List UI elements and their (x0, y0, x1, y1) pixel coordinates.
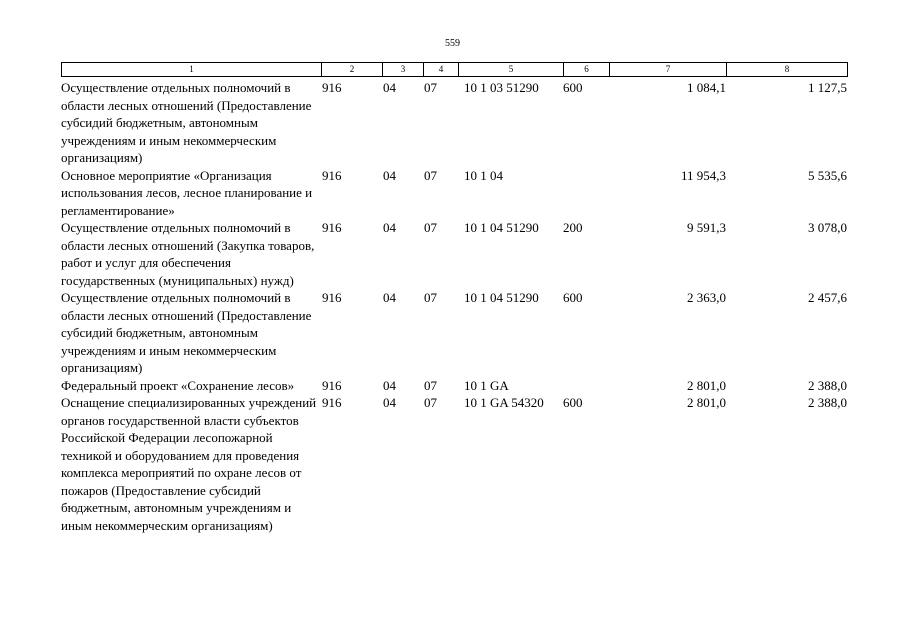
row-name: Оснащение специализированных учреждений органов государственной власти субъектов Российской Федерации лесопожарной техникой и оборудованием для проведения комплекса мероприятий по охране лесов от пожаров (Предоставление субсидий бюджетным, автономным учреждениям и иным некоммерческим организациям) (61, 395, 317, 533)
row-value1: 9 591,3 (687, 220, 726, 235)
row-target: 10 1 04 51290 (464, 220, 539, 235)
row-target: 10 1 03 51290 (464, 80, 539, 95)
row-value2: 5 535,6 (808, 167, 847, 183)
row-name: Федеральный проект «Сохранение лесов» (61, 377, 295, 393)
table-row (61, 219, 847, 289)
row-kind: 600 (563, 290, 583, 305)
row-subsection: 07 (424, 290, 437, 305)
table-row (61, 394, 847, 534)
table-row (61, 377, 847, 395)
row-name: Основное мероприятие «Организация использования лесов, лесное планирование и регламентирование» (61, 167, 313, 218)
row-value2: 2 388,0 (808, 377, 847, 393)
row-name: Осуществление отдельных полномочий в области лесных отношений (Закупка товаров, работ и услуг для обеспечения государственных (муниципальных) нужд) (61, 220, 315, 288)
row-subsection: 07 (424, 220, 437, 235)
header-col-2: 2 (322, 63, 383, 77)
row-ministry: 916 (322, 220, 342, 235)
row-kind (563, 377, 609, 395)
header-col-7: 7 (610, 63, 727, 77)
header-col-3: 3 (383, 63, 424, 77)
row-value1: 1 084,1 (687, 80, 726, 95)
row-kind: 600 (563, 80, 583, 95)
row-value2: 3 078,0 (808, 220, 847, 235)
header-col-4: 4 (424, 63, 459, 77)
row-kind: 600 (563, 395, 583, 410)
row-target: 10 1 04 (464, 167, 503, 183)
table-row (61, 167, 847, 220)
row-section: 04 (383, 395, 396, 410)
table-row (61, 289, 847, 377)
row-target: 10 1 GA 54320 (464, 395, 544, 410)
row-value1: 11 954,3 (680, 167, 726, 183)
row-kind (563, 167, 609, 220)
row-ministry: 916 (322, 377, 342, 393)
row-ministry: 916 (322, 167, 342, 183)
row-section: 04 (383, 290, 396, 305)
row-subsection: 07 (424, 377, 437, 393)
page-number: 559 (445, 38, 460, 49)
row-value2: 1 127,5 (808, 80, 847, 95)
row-value2: 2 388,0 (808, 395, 847, 410)
row-section: 04 (383, 220, 396, 235)
row-ministry: 916 (322, 290, 342, 305)
row-subsection: 07 (424, 167, 437, 183)
row-section: 04 (383, 80, 396, 95)
row-section: 04 (383, 377, 396, 393)
row-ministry: 916 (322, 395, 342, 410)
header-col-5: 5 (459, 63, 564, 77)
header-row (62, 63, 848, 77)
row-value1: 2 363,0 (687, 290, 726, 305)
header-col-8: 8 (727, 63, 848, 77)
header-col-6: 6 (564, 63, 610, 77)
header-col-1: 1 (62, 63, 322, 77)
row-value2: 2 457,6 (808, 290, 847, 305)
table-row (61, 79, 847, 167)
row-kind: 200 (563, 220, 583, 235)
row-subsection: 07 (424, 395, 437, 410)
row-section: 04 (383, 167, 396, 183)
row-subsection: 07 (424, 80, 437, 95)
row-target: 10 1 04 51290 (464, 290, 539, 305)
budget-table (61, 79, 847, 534)
row-ministry: 916 (322, 80, 342, 95)
row-name: Осуществление отдельных полномочий в области лесных отношений (Предоставление субсидий бюджетным, автономным учреждениям и иным некоммерческим организациям) (61, 290, 312, 375)
row-name: Осуществление отдельных полномочий в области лесных отношений (Предоставление субсидий бюджетным, автономным учреждениям и иным некоммерческим организациям) (61, 80, 312, 165)
row-target: 10 1 GA (464, 377, 509, 393)
row-value1: 2 801,0 (687, 377, 726, 393)
row-value1: 2 801,0 (687, 395, 726, 410)
column-number-header (61, 62, 848, 77)
